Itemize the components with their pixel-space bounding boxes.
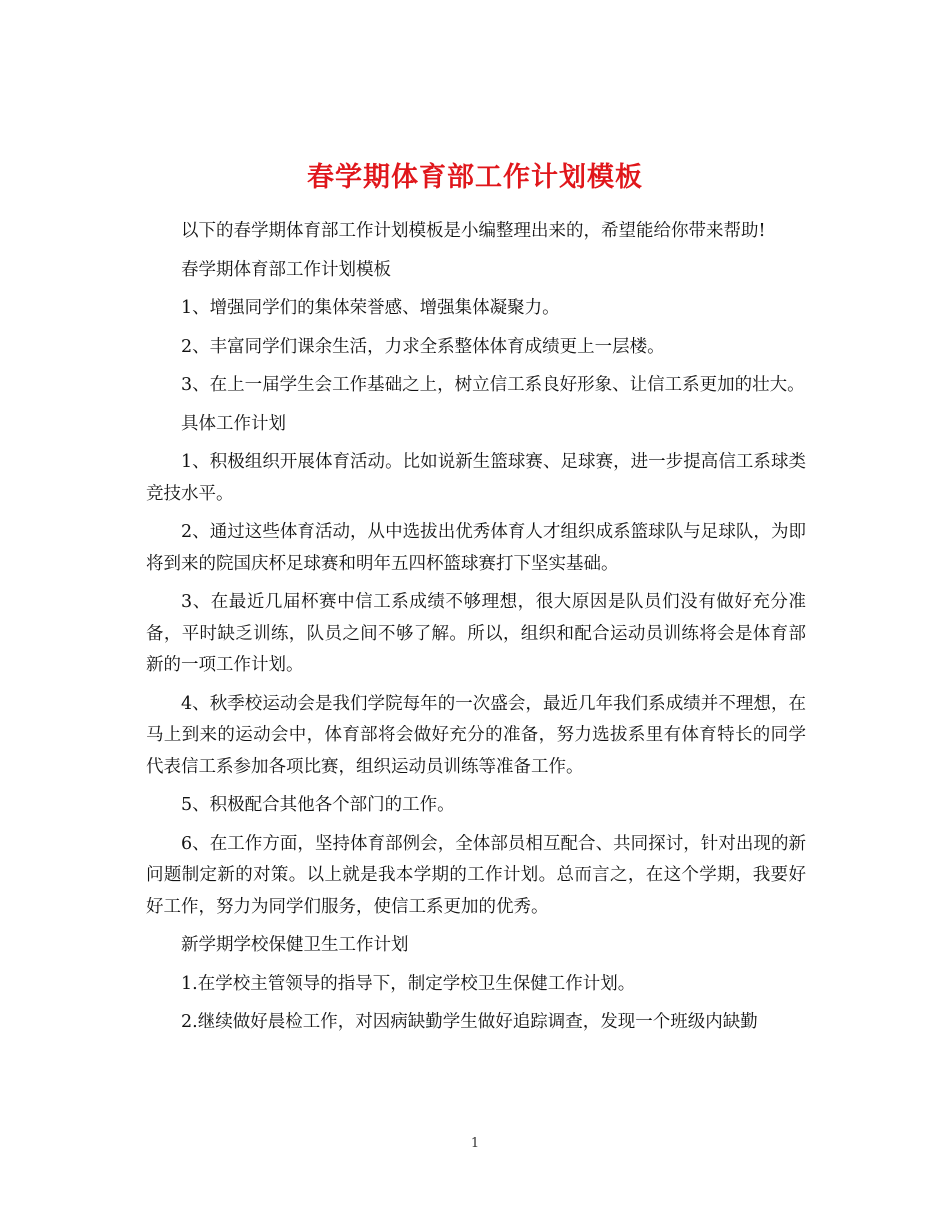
paragraph-heading-health: 新学期学校保健卫生工作计划 — [181, 935, 409, 955]
paragraph-plan-6: 6、在工作方面，坚持体育部例会，全体部员相互配合、共同探讨，针对出现的新问题制定新的对策。以上就是我本学期的工作计划。总而言之，在这个学期，我要好好工作，努力为同学们服务，使信工系更加的优秀。 — [146, 833, 806, 917]
paragraph-heading-specific: 具体工作计划 — [181, 413, 286, 434]
paragraph-goal-2: 2、丰富同学们课余生活，力求全系整体体育成绩更上一层楼。 — [181, 336, 665, 357]
paragraph-plan-2: 2、通过这些体育活动，从中选拔出优秀体育人才组织成系篮球队与足球队，为即将到来的院国庆杯足球赛和明年五四杯篮球赛打下坚实基础。 — [146, 522, 806, 574]
document-body — [146, 216, 806, 1046]
document-title: 春学期体育部工作计划模板 — [307, 162, 643, 194]
paragraph-health-2: 2.继续做好晨检工作，对因病缺勤学生做好追踪调查，发现一个班级内缺勤 — [181, 1012, 758, 1032]
paragraph-plan-4: 4、秋季校运动会是我们学院每年的一次盛会，最近几年我们系成绩并不理想，在马上到来的运动会中，体育部将会做好充分的准备，努力选拔系里有体育特长的同学代表信工系参加各项比赛，组织运动员训练等准备工作。 — [146, 693, 806, 777]
paragraph-health-1: 1.在学校主管领导的指导下，制定学校卫生保健工作计划。 — [181, 973, 636, 994]
paragraph-plan-1: 1、积极组织开展体育活动。比如说新生篮球赛、足球赛，进一步提高信工系球类竞技水平。 — [146, 452, 806, 504]
paragraph-plan-5: 5、积极配合其他各个部门的工作。 — [181, 795, 455, 815]
page-number: 1 — [470, 1136, 480, 1151]
paragraph-goal-3: 3、在上一届学生会工作基础之上，树立信工系良好形象、让信工系更加的壮大。 — [181, 375, 805, 395]
paragraph-intro: 以下的春学期体育部工作计划模板是小编整理出来的，希望能给你带来帮助! — [181, 221, 766, 241]
paragraph-goal-1: 1、增强同学们的集体荣誉感、增强集体凝聚力。 — [181, 298, 560, 318]
paragraph-heading-plan: 春学期体育部工作计划模板 — [181, 259, 391, 280]
paragraph-plan-3: 3、在最近几届杯赛中信工系成绩不够理想，很大原因是队员们没有做好充分准备，平时缺乏训练，队员之间不够了解。所以，组织和配合运动员训练将会是体育部新的一项工作计划。 — [146, 592, 806, 675]
